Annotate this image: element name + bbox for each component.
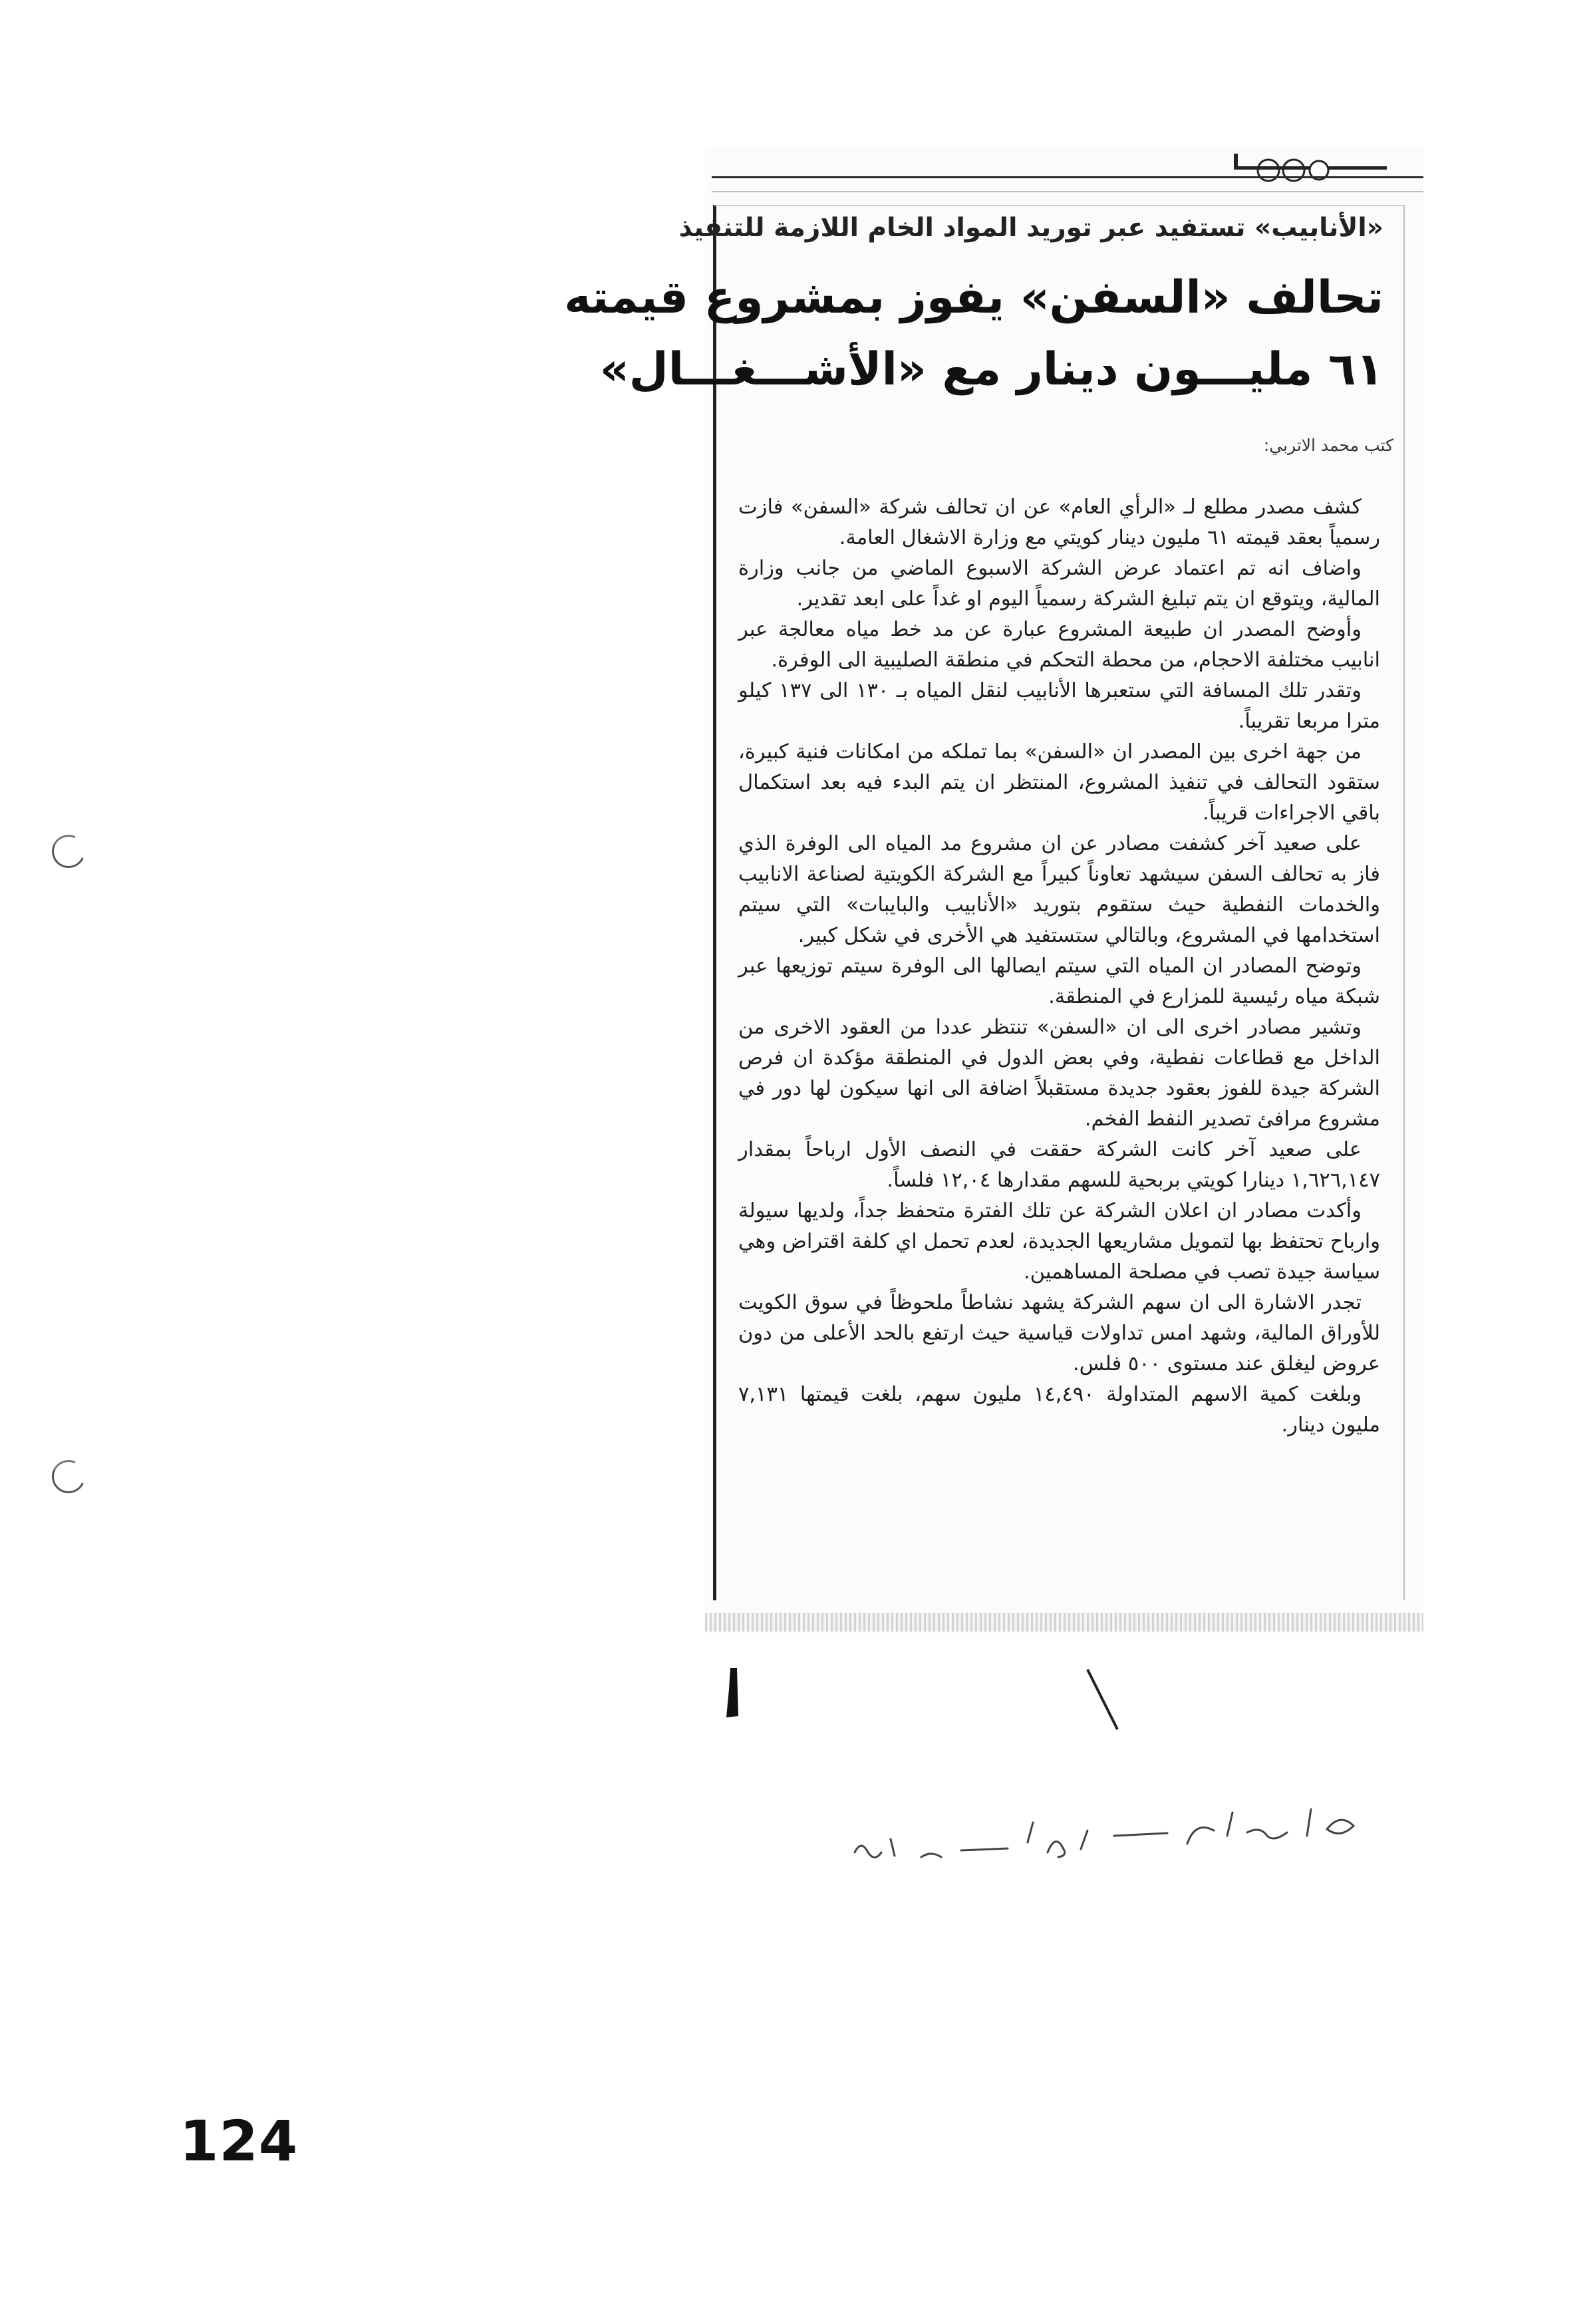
masthead-logo-icon [1194,150,1393,185]
paragraph: وأكدت مصادر ان اعلان الشركة عن تلك الفترة متحفظ جداً، ولديها سيولة وارباح تحتفظ بها لتمويل مشاريعها الجديدة، لعدم تحمل اي كلفة اقتراض وهي سياسة جيدة تصب في مصلحة المساهمين. [738,1199,1380,1284]
article-body [738,492,1380,1583]
article-kicker: «الأنابيب» تستفيد عبر توريد المواد الخام اللازمة للتنفيذ [678,213,1383,243]
paragraph: وتقدر تلك المسافة التي ستعبرها الأنابيب لنقل المياه بـ ١٣٠ الى ١٣٧ كيلو مترا مربعا تقريباً. [738,679,1380,733]
paragraph: على صعيد آخر كانت الشركة حققت في النصف الأول ارباحاً بمقدار ١,٦٢٦,١٤٧ دينارا كويتي بربحية للسهم مقدارها ١٢,٠٤ فلساً. [738,1138,1380,1192]
punch-hole-top [47,830,90,873]
paragraph: من جهة اخرى بين المصدر ان «السفن» بما تملكه من امكانات فنية كبيرة، ستقود التحالف في تنفيذ المشروع، المنتظر ان يتم البدء فيه بعد استكمال باقي الاجراءات قريباً. [738,740,1380,825]
paragraph: تجدر الاشارة الى ان سهم الشركة يشهد نشاطاً ملحوظاً في سوق الكويت للأوراق المالية، وشهد امس تداولات قياسية حيث ارتفع بالحد الأعلى من دون عروض ليغلق عند مستوى ٥٠٠ فلس. [738,1291,1380,1376]
paragraph: وبلغت كمية الاسهم المتداولة ١٤,٤٩٠ مليون سهم، بلغت قيمتها ٧,١٣١ مليون دينار. [738,1383,1380,1437]
handwritten-note-signature [828,1796,1380,1869]
paragraph: على صعيد آخر كشفت مصادر عن ان مشروع مد المياه الى الوفرة الذي فاز به تحالف السفن سيشهد تعاوناً كبيراً مع الشركة الكويتية لصناعة الانابيب والخدمات النفطية حيث ستقوم بتوريد «الأنابيب والبايبات» التي سيتم استخدامها في المشروع، وبالتالي ستستفيد هي الأخرى في شكل كبير. [738,832,1380,947]
pen-stroke-mark [718,1663,1131,1743]
paragraph: وتشير مصادر اخرى الى ان «السفن» تنتظر عددا من العقود الاخرى من الداخل مع قطاعات نفطية، وفي بعض الدول في المنطقة مؤكدة ان فرص الشركة جيدة للفوز بعقود جديدة مستقبلاً اضافة الى انها سيكون لها دور في مشروع مرافئ تصدير النفط الفخم. [738,1016,1380,1131]
punch-hole-bottom [47,1455,90,1498]
headline-line-1: تحالف «السفن» يفوز بمشروع قيمته [564,271,1383,324]
paragraph: وأوضح المصدر ان طبيعة المشروع عبارة عن مد خط مياه معالجة عبر انابيب مختلفة الاحجام، من محطة التحكم في منطقة الصليبية الى الوفرة. [738,618,1380,672]
paragraph: وتوضح المصادر ان المياه التي سيتم ايصالها الى الوفرة سيتم توزيعها عبر شبكة مياه رئيسية للمزارع في المنطقة. [738,954,1380,1008]
page-number: 124 [180,2108,299,2174]
paragraph: واضاف انه تم اعتماد عرض الشركة الاسبوع الماضي من جانب وزارة المالية، ويتوقع ان يتم تبليغ الشركة رسمياً اليوم او غداً على ابعد تقدير. [738,557,1380,611]
paragraph: كشف مصدر مطلع لـ «الرأي العام» عن ان تحالف شركة «السفن» فازت رسمياً بعقد قيمته ٦١ مليون دينار كويتي مع وزارة الاشغال العامة. [738,496,1380,549]
newspaper-clipping [564,146,1423,1633]
byline: كتب محمد الاتربي: [1263,436,1393,455]
headline-line-2: ٦١ مليـــون دينار مع «الأشـــغـــال» [599,343,1383,396]
clipping-torn-edge [705,1613,1423,1632]
masthead-rule [712,176,1423,178]
